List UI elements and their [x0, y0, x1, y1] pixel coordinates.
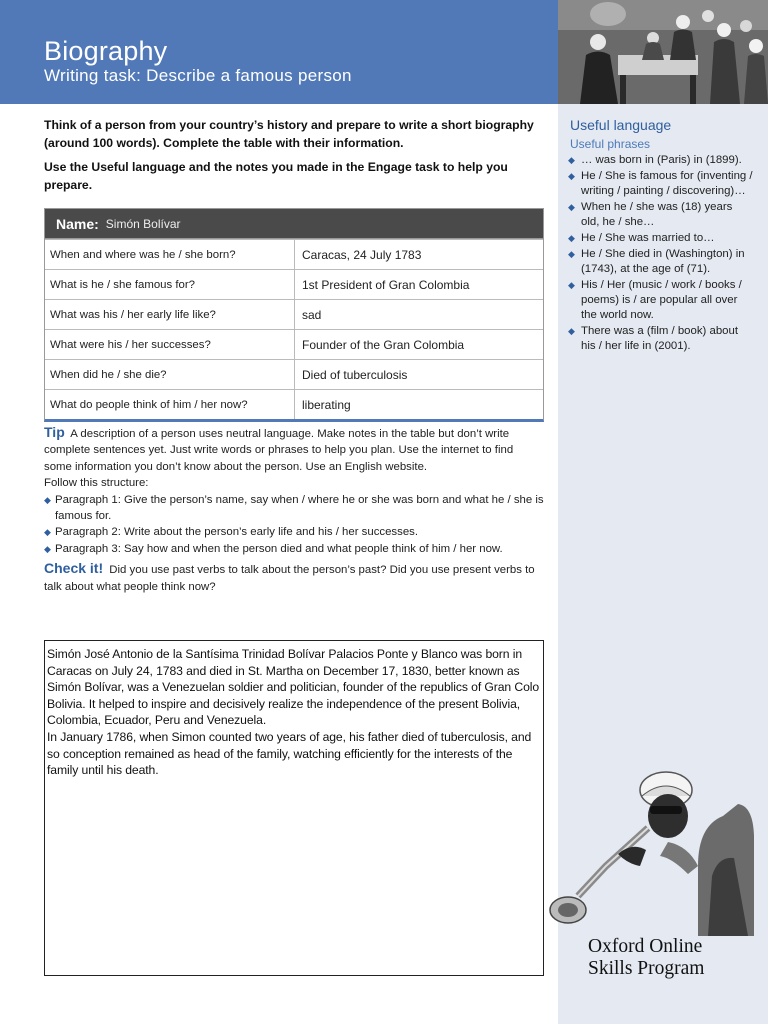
diamond-bullet-icon: ◆	[44, 494, 51, 505]
table-question: When did he / she die?	[45, 360, 295, 389]
list-item	[568, 169, 753, 199]
list-item	[568, 153, 753, 168]
brand-line-1: Oxford Online	[588, 936, 703, 957]
table-answer[interactable]: Founder of the Gran Colombia	[302, 337, 465, 352]
table-question: What is he / she famous for?	[45, 270, 295, 299]
answer-paragraph-2: In January 1786, when Simon counted two years of age, his father died of tuberculosis, and so conception remained as head of the family, watching efficiently for the interests of the family until his death.	[47, 729, 532, 778]
tip-paragraph	[44, 424, 544, 475]
table-row	[45, 389, 543, 419]
list-item	[568, 200, 753, 230]
historical-engraving-image	[558, 0, 768, 104]
diamond-bullet-icon: ◆	[568, 202, 575, 212]
intro-use-language: Use the Useful language and the notes you made in the Engage task to help you prepare.	[44, 160, 508, 192]
intro-instructions: Think of a person from your country’s history and prepare to write a short biography (around 100 words). Complete the table with their information.	[44, 118, 534, 150]
table-row	[45, 299, 543, 329]
diamond-bullet-icon: ◆	[568, 326, 575, 336]
table-row	[45, 329, 543, 359]
biography-notes-table	[44, 208, 544, 422]
page-title: Biography	[44, 36, 168, 66]
brand-line-2: Skills Program	[588, 958, 705, 979]
diamond-bullet-icon: ◆	[568, 233, 575, 243]
list-item	[44, 524, 544, 540]
oxford-brand-logo	[588, 936, 704, 980]
phrase-text: He / She was married to…	[581, 232, 715, 244]
table-answer[interactable]: 1st President of Gran Colombia	[302, 277, 470, 292]
check-it-text: Did you use past verbs to talk about the person’s past? Did you use present verbs to talk about what people think now?	[44, 564, 535, 593]
table-name-header	[45, 209, 543, 239]
name-label: Name:	[56, 215, 99, 232]
structure-text: Paragraph 2: Write about the person’s early life and his / her successes.	[55, 526, 419, 539]
tip-label: Tip	[44, 424, 65, 440]
diamond-bullet-icon: ◆	[568, 155, 575, 165]
table-question: What do people think of him / her now?	[45, 390, 295, 419]
list-item	[568, 247, 753, 277]
list-item	[568, 278, 753, 323]
table-row	[45, 359, 543, 389]
phrase-text: He / She died in (Washington) in (1743), at the age of (71).	[581, 248, 745, 275]
biography-answer-box[interactable]	[44, 640, 544, 976]
page-subtitle: Writing task: Describe a famous person	[44, 66, 352, 85]
useful-phrases-list	[568, 153, 753, 355]
page-header	[0, 0, 558, 104]
list-item	[44, 541, 544, 557]
phrase-text: When he / she was (18) years old, he / she…	[581, 201, 733, 228]
phrase-text: … was born in (Paris) in (1899).	[581, 154, 742, 166]
answer-paragraph-1: Simón José Antonio de la Santísima Trinidad Bolívar Palacios Ponte y Blanco was born in Caracas on July 24, 1783 and died in St. Martha on December 17, 1830, better known as Simón Bolívar, was a Venezuelan soldier and politician, founder of the republics of Gran Colo Bolivia. It helped to inspire and decisively realize the independence of the present Bolivia, Colombia, Ecuador, Peru and Venezuela.	[47, 647, 540, 728]
table-question: What was his / her early life like?	[45, 300, 295, 329]
sidebar-title: Useful language	[570, 117, 672, 133]
check-it-label: Check it!	[44, 560, 104, 577]
phrase-text: There was a (film / book) about his / her life in (2001).	[581, 325, 739, 352]
diamond-bullet-icon: ◆	[568, 171, 575, 181]
table-question: When and where was he / she born?	[45, 240, 295, 269]
table-answer[interactable]: Died of tuberculosis	[302, 367, 408, 382]
structure-list	[44, 492, 544, 558]
table-row	[45, 239, 543, 269]
phrase-text: He / She is famous for (inventing / writing / painting / discovering)…	[581, 170, 753, 197]
structure-text: Paragraph 1: Give the person’s name, say when / where he or she was born and what he / she is famous for.	[55, 493, 544, 523]
list-item	[568, 231, 753, 246]
list-item	[44, 492, 544, 525]
phrase-text: His / Her (music / work / books / poems) is / are popular all over the world now.	[581, 279, 742, 321]
tip-section	[44, 424, 544, 595]
follow-structure-label: Follow this structure:	[44, 477, 149, 490]
table-question: What were his / her successes?	[45, 330, 295, 359]
table-answer[interactable]: liberating	[302, 397, 351, 412]
diamond-bullet-icon: ◆	[44, 543, 51, 554]
table-row	[45, 269, 543, 299]
sidebar-subtitle: Useful phrases	[570, 137, 651, 151]
diamond-bullet-icon: ◆	[568, 249, 575, 259]
diamond-bullet-icon: ◆	[44, 527, 51, 538]
name-value[interactable]: Simón Bolívar	[105, 216, 181, 231]
list-item	[568, 324, 753, 354]
diamond-bullet-icon: ◆	[568, 280, 575, 290]
check-it-paragraph	[44, 560, 544, 595]
tip-text: A description of a person uses neutral language. Make notes in the table but don’t write complete sentences yet. Just write words or phrases to help you plan. Use the internet to find some information you don’t know about the person. Use an English website.	[44, 428, 514, 473]
trumpet-player-image	[548, 746, 762, 936]
structure-text: Paragraph 3: Say how and when the person died and what people think of him / her now.	[55, 542, 503, 555]
table-answer[interactable]: Caracas, 24 July 1783	[302, 247, 422, 262]
table-answer[interactable]: sad	[302, 307, 322, 322]
